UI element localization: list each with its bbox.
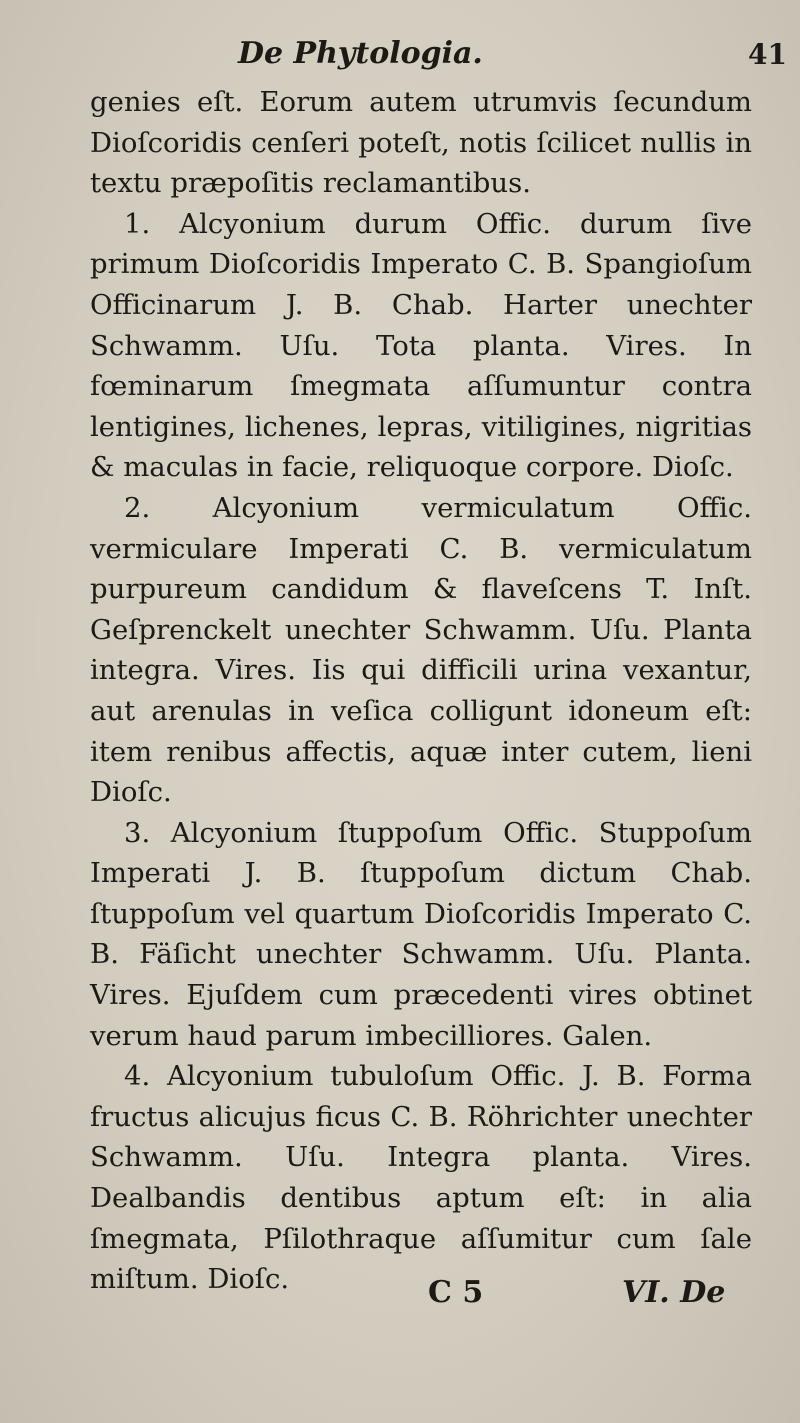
entry-alcyonium-vermiculatum: 2. Alcyonium vermiculatum Offic. vermiculare Imperati C. B. vermiculatum purpureum candidum & flaveſcens T. Inſt. Geſprenckelt unechter Schwamm. Uſu. Planta integra. Vires. Iis qui difficili urina vexantur, aut arenulas in veſica colligunt idoneum eſt: item renibus affectis, aquæ inter cutem, lieni Dioſc. [90, 491, 752, 809]
catchword: VI. De [622, 1275, 726, 1310]
running-title: De Phytologia. [238, 36, 483, 71]
signature-mark: C 5 [428, 1275, 484, 1310]
page-footer [0, 1275, 800, 1315]
entry-alcyonium-tubulosum: 4. Alcyonium tubuloſum Offic. J. B. Forma fructus alicujus ficus C. B. Röhrichter unechter Schwamm. Uſu. Integra planta. Vires. Dealbandis dentibus aptum eſt: in alia ſmegmata, Pſilothraque aſſumitur cum ſale miſtum. Dioſc. [90, 1060, 752, 1296]
body-text [90, 82, 752, 1300]
entry-alcyonium-durum: 1. Alcyonium durum Offic. durum ſive primum Dioſcoridis Imperato C. B. Spangioſum Officinarum J. B. Chab. Harter unechter Schwamm. Uſu. Tota planta. Vires. In fœminarum ſmegmata aſſumuntur contra lentigines, lichenes, lepras, vitiligines, nigritias & maculas in facie, reliquoque corpore. Dioſc. [90, 207, 752, 484]
page-number: 41 [748, 38, 787, 71]
entry-alcyonium-stupposum: 3. Alcyonium ſtuppoſum Offic. Stuppoſum Imperati J. B. ſtuppoſum dictum Chab. ſtuppoſum vel quartum Dioſcoridis Imperato C. B. Fäſicht unechter Schwamm. Uſu. Planta. Vires. Ejuſdem cum præcedenti vires obtinet verum haud parum imbecilliores. Galen. [90, 816, 752, 1052]
page-header [0, 36, 800, 82]
paragraph-continuation: genies eſt. Eorum autem utrumvis ſecundum Dioſcoridis cenſeri poteſt, notis ſcilicet nullis in textu præpoſitis reclamantibus. [90, 86, 752, 200]
